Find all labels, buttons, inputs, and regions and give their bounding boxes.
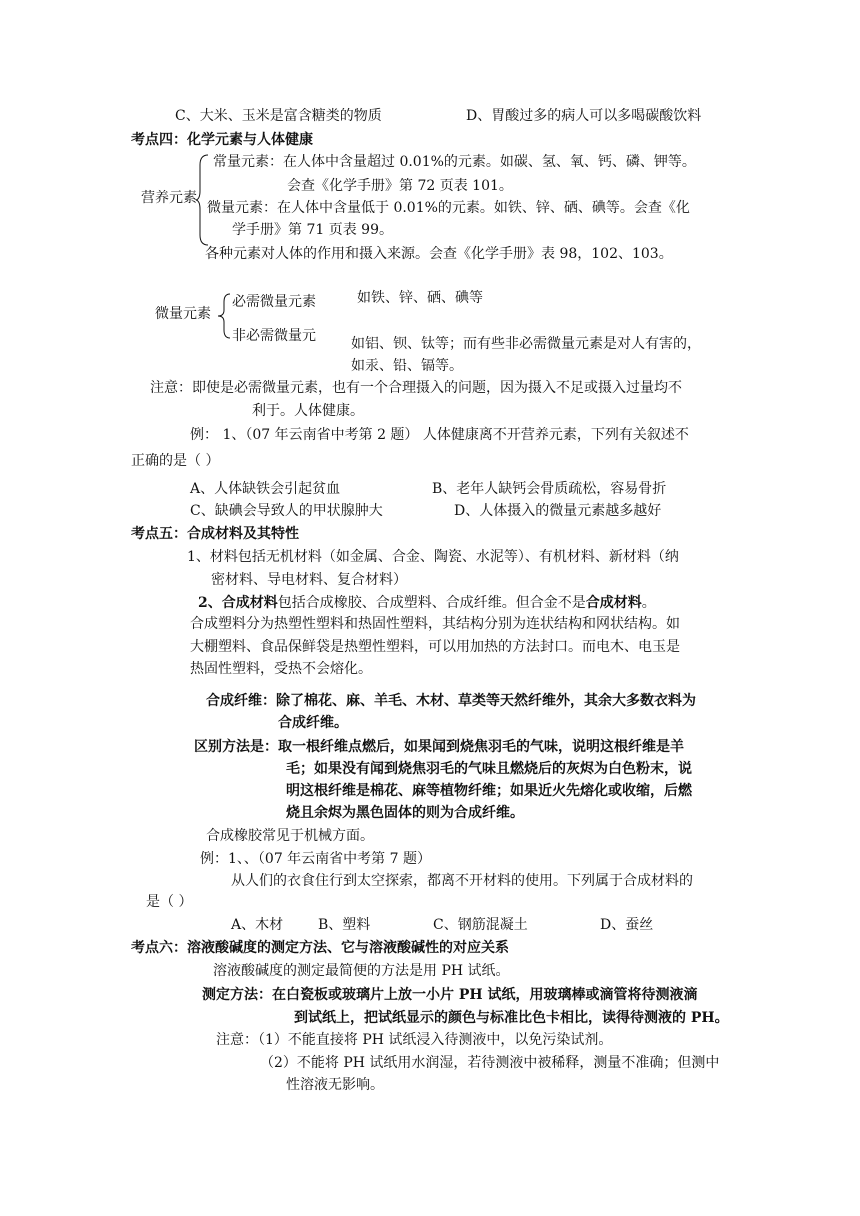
ph-method: 测定方法：在白瓷板或玻璃片上放一小片 PH 试纸，用玻璃棒或滴管将待测液滴	[202, 987, 698, 1003]
fiber-definition: 合成纤维：除了棉花、麻、羊毛、木材、草类等天然纤维外，其余大多数衣料为	[206, 693, 696, 709]
ph-method-line2: 到试纸上，把试纸显示的颜色与标准比色卡相比，读得待测液的 PH。	[294, 1010, 729, 1026]
example2-option-d: D、蚕丝	[600, 917, 654, 933]
materials-line2: 密材料、导电材料、复合材料）	[211, 572, 407, 588]
essential-trace-label: 必需微量元素	[232, 294, 316, 310]
synthetic-def: 包括合成橡胶、合成塑料、合成纤维。但合金不是	[277, 595, 586, 611]
micro-element-line2: 学手册》第 71 页表 99。	[232, 222, 393, 238]
macro-element-line: 常量元素：在人体中含量超过 0.01%的元素。如碳、氢、氧、钙、磷、钾等。	[213, 154, 696, 170]
example1-option-a: A、人体缺铁会引起贫血	[190, 481, 341, 497]
note-trace: 注意：即使是必需微量元素，也有一个合理摄入的问题，因为摄入不足或摄入过量均不	[150, 380, 682, 396]
trace-brace	[216, 292, 232, 340]
example2-option-b: B、塑料	[318, 917, 371, 933]
fiber-method: 区别方法是：取一根纤维点燃后，如果闻到烧焦羽毛的气味，说明这根纤维是羊	[194, 739, 684, 755]
nonessential-trace-examples: 如铝、钡、钛等；而有些非必需微量元素是对人有害的，	[351, 336, 701, 352]
example1-stem: 例： 1、（07 年云南省中考第 2 题） 人体健康离不开营养元素，下列有关叙述不	[190, 427, 689, 443]
synthetic-term: 2、合成材料	[198, 595, 278, 611]
macro-element-line2: 会查《化学手册》第 72 页表 101。	[287, 178, 513, 194]
ph-note1: 注意：（1）不能直接将 PH 试纸浸入待测液中，以免污染试剂。	[216, 1032, 613, 1048]
synthetic-end: 。	[641, 595, 656, 611]
nutrient-label: 营养元素	[141, 190, 197, 206]
example2-option-a: A、木材	[231, 917, 284, 933]
ph-intro: 溶液酸碱度的测定最简便的方法是用 PH 试纸。	[213, 963, 510, 979]
ph-note2-line2: 性溶液无影响。	[286, 1077, 384, 1093]
synthetic-term2: 合成材料	[585, 595, 642, 611]
example1-option-b: B、老年人缺钙会骨质疏松，容易骨折	[432, 481, 667, 497]
example1-option-d: D、人体摄入的微量元素越多越好	[454, 503, 662, 519]
fiber-method-line3: 明这根纤维是棉花、麻等植物纤维；如果近火先熔化或收缩，后燃	[286, 783, 692, 799]
note-trace-line2: 利于。人体健康。	[252, 403, 364, 419]
nonessential-trace-harmful: 如汞、铅、镉等。	[351, 358, 463, 374]
section4-heading: 考点四：化学元素与人体健康	[131, 132, 313, 148]
example1-stem-line2: 正确的是（ ）	[131, 453, 220, 469]
plastics-line3: 热固性塑料，受热不会熔化。	[190, 661, 372, 677]
ph-note2: （2）不能将 PH 试纸用水润湿，若待测液中被稀释，测量不准确；但测中	[260, 1055, 720, 1071]
option-c-prev: C、大米、玉米是富含糖类的物质	[175, 108, 382, 124]
option-d-prev: D、胃酸过多的病人可以多喝碳酸饮料	[466, 108, 702, 124]
trace-element-label: 微量元素	[155, 306, 211, 322]
fiber-method-line4: 烧且余烬为黑色固体的则为合成纤维。	[286, 805, 524, 821]
fiber-definition-line2: 合成纤维。	[278, 715, 348, 731]
rubber-line: 合成橡胶常见于机械方面。	[206, 828, 374, 844]
synthetic-materials-line	[198, 593, 656, 613]
section5-heading: 考点五：合成材料及其特性	[131, 526, 299, 542]
materials-line: 1、材料包括无机材料（如金属、合金、陶瓷、水泥等）、有机材料、新材料（纳	[187, 549, 679, 565]
plastics-line2: 大棚塑料、食品保鲜袋是热塑性塑料，可以用加热的方法封口。而电木、电玉是	[190, 639, 680, 655]
nonessential-trace-label: 非必需微量元	[232, 328, 316, 344]
example1-option-c: C、缺碘会导致人的甲状腺肿大	[190, 503, 383, 519]
example2-stem-line2: 从人们的衣食住行到太空探索，都离不开材料的使用。下列属于合成材料的	[231, 873, 693, 889]
essential-trace-examples: 如铁、锌、硒、碘等	[357, 290, 483, 306]
plastics-line: 合成塑料分为热塑性塑料和热固性塑料，其结构分别为连状结构和网状结构。如	[190, 616, 680, 632]
fiber-method-line2: 毛；如果没有闻到烧焦羽毛的气味且燃烧后的灰烬为白色粉末，说	[286, 761, 692, 777]
example2-stem: 例：1、、（07 年云南省中考第 7 题）	[200, 851, 431, 867]
example2-option-c: C、钢筋混凝土	[433, 917, 528, 933]
section6-heading: 考点六：溶液酸碱度的测定方法、它与溶液酸碱性的对应关系	[131, 940, 509, 956]
micro-element-line: 微量元素：在人体中含量低于 0.01%的元素。如铁、锌、硒、碘等。会查《化	[207, 200, 690, 216]
element-function-line: 各种元素对人体的作用和摄入来源。会查《化学手册》表 98，102、103。	[205, 246, 673, 262]
example2-stem-line3: 是（ ）	[146, 894, 193, 910]
